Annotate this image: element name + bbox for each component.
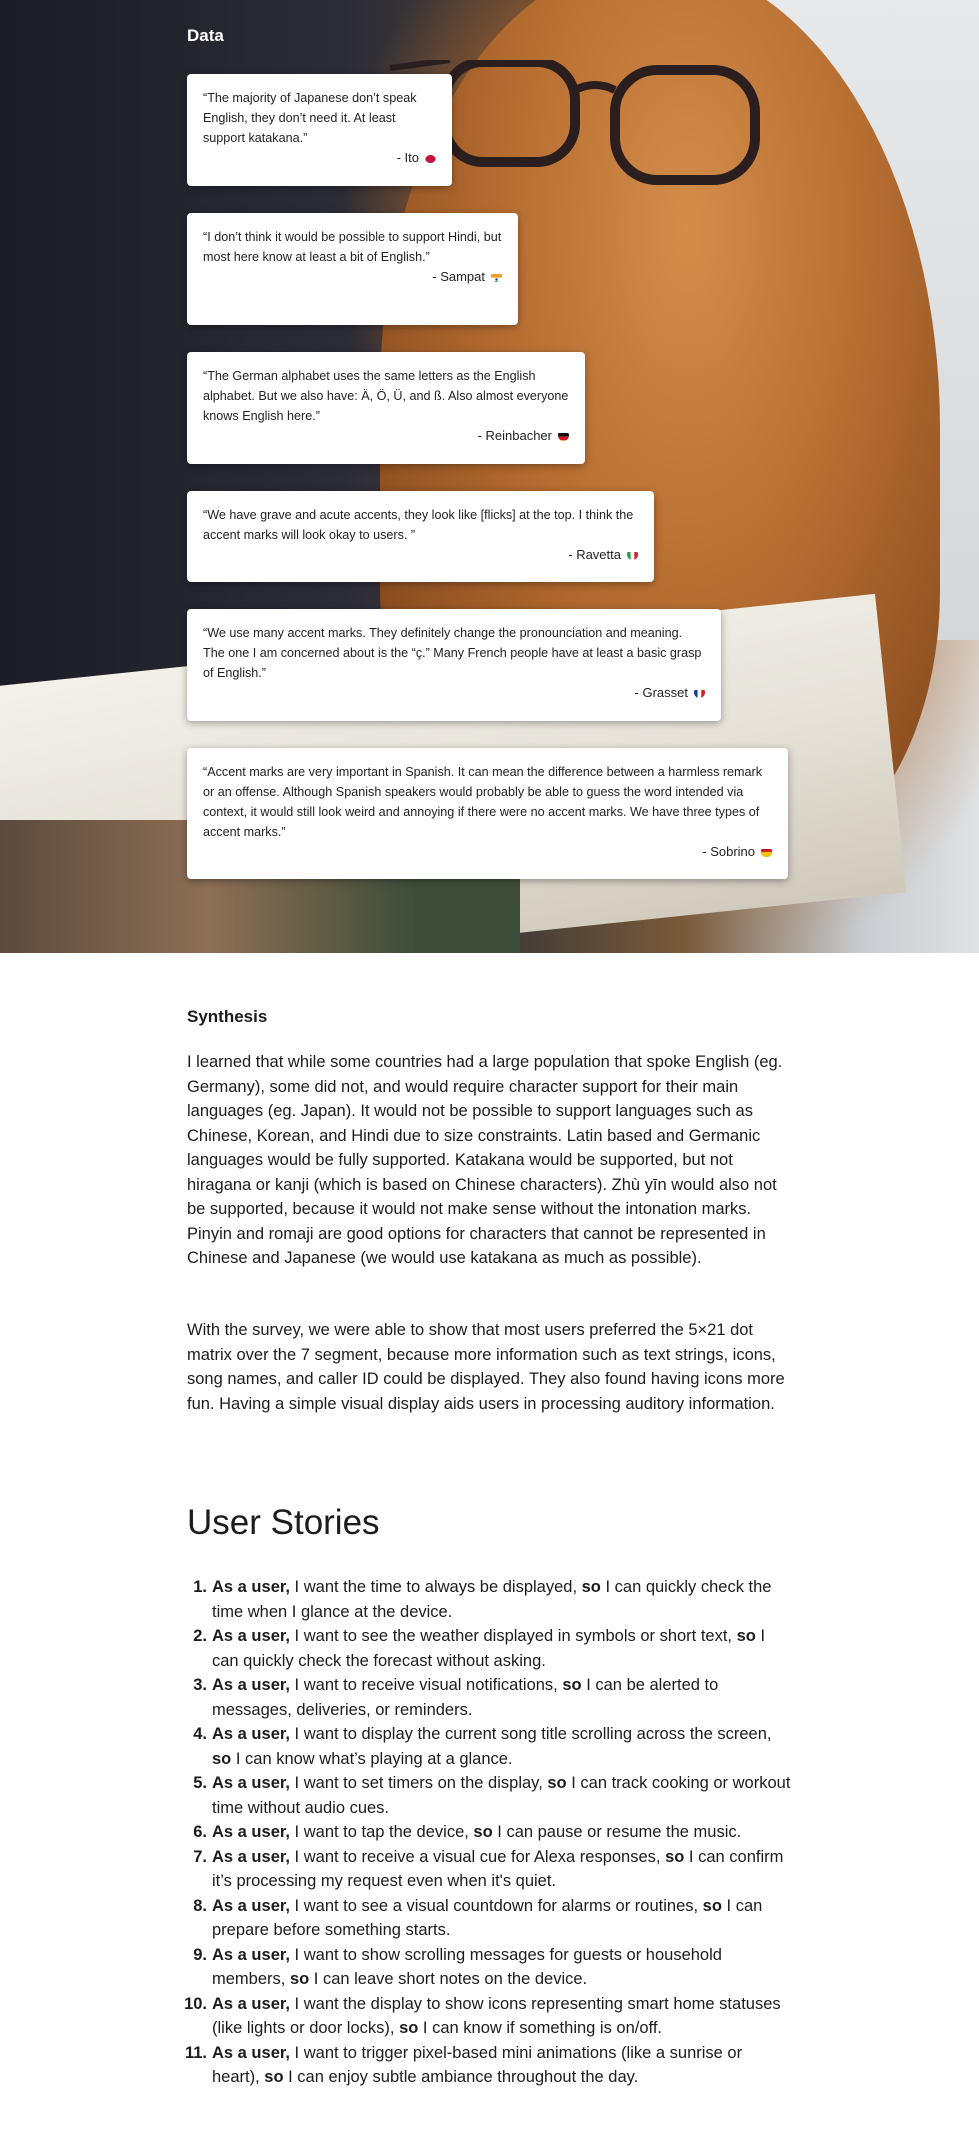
story-lead: As a user, [212,1945,290,1964]
list-item [184,1992,792,2041]
story-lead: As a user, [212,1774,290,1792]
list-number: 11. [184,2043,207,2062]
story-benefit: I can track cooking or workout time without audio cues. [212,1774,791,1817]
story-benefit: I can know if something is on/off. [418,2019,662,2037]
story-so: so [264,2068,284,2086]
quote-card-grasset [187,609,721,721]
list-number: 3. [193,1676,207,1694]
story-so: so [289,1970,310,1988]
quote-text: “The German alphabet uses the same letters as the English alphabet. But we also have: Ä, Ö, Ü, and ß. Also almost everyone knows English here.” [203,369,569,423]
synthesis-heading: Synthesis [187,1007,268,1026]
story-want: I want to trigger pixel-based mini animations (like a sunrise or heart), [212,2043,743,2086]
story-so: so [581,1578,601,1596]
india-flag-icon [491,271,502,282]
story-want: I want to receive visual notifications, [289,1676,563,1694]
user-stories-list [184,1575,792,2090]
list-item [187,1624,792,1673]
list-item [187,1722,792,1771]
quote-author-name: - Ito [396,150,419,165]
story-benefit: I can pause or resume the music. [492,1823,742,1841]
quote-author [203,683,705,703]
list-item [187,1845,792,1894]
story-want: I want to display the current song title scrolling across the screen, [289,1725,772,1743]
story-lead: As a user, [212,1823,290,1841]
list-item [184,2041,792,2090]
list-number: 9. [193,1945,207,1964]
synthesis-paragraph: I learned that while some countries had a large population that spoke English (eg. Germany), some did not, and would require character support for their main languages (eg. Japan). It would not be possible to support languages such as Chinese, Korean, and Hindi due to size constraints. Latin based and Germanic languages would be fully supported. Katakana would be supported, but not hiragana or kanji (which is based on Chinese characters). Zhù yīn would also not be supported, because it would not make sense without the intonation marks. Pinyin and romaji are good options for characters that cannot be represented in Chinese and Japanese (we would use katakana as much as possible). [187,1053,783,1267]
story-lead: As a user, [212,1578,290,1596]
quote-author-name: - Ravetta [568,547,621,562]
story-benefit: I can leave short notes on the device. [309,1970,588,1988]
quote-author [203,267,502,287]
list-number: 1. [193,1578,207,1596]
story-want: I want to set timers on the display, [289,1774,548,1792]
list-number: 4. [193,1725,207,1743]
story-want: I want to show scrolling messages for guests or household members, [212,1945,722,1988]
list-item [187,1820,792,1845]
list-number: 5. [193,1774,207,1792]
story-want: I want the display to show icons representing smart home statuses (like lights or door locks), [212,1994,781,2037]
quote-author [203,148,436,168]
story-want: I want to tap the device, [289,1823,474,1841]
story-lead: As a user, [212,1676,290,1694]
story-benefit: I can prepare before something starts. [212,1896,763,1939]
quote-author-name: - Reinbacher [477,428,552,443]
japan-flag-icon [425,152,436,163]
list-number: 8. [193,1896,207,1915]
story-so: so [665,1847,685,1866]
story-lead: As a user, [212,2043,290,2062]
quote-card-sampat [187,213,518,325]
quote-text: “We use many accent marks. They definitely change the pronounciation and meaning. The one I am concerned about is the “ç.” Many French people have at least a basic grasp of English.” [203,626,702,680]
spain-flag-icon [761,846,772,857]
quote-card-ito [187,74,452,186]
quote-card-reinbacher [187,352,585,464]
story-want: I want to see a visual countdown for alarms or routines, [289,1896,703,1915]
story-want: I want to receive a visual cue for Alexa responses, [289,1847,666,1866]
list-item [187,1894,792,1943]
france-flag-icon [694,687,705,698]
list-number: 7. [193,1847,207,1866]
story-so: so [702,1896,722,1915]
story-lead: As a user, [212,1725,290,1743]
quote-text: “I don’t think it would be possible to support Hindi, but most here know at least a bit of English.” [203,230,502,264]
story-lead: As a user, [212,1847,290,1866]
user-stories-heading: User Stories [187,1503,380,1542]
story-so: so [473,1823,493,1841]
list-item [187,1943,792,1992]
story-lead: As a user, [212,1896,290,1915]
story-benefit: I can quickly check the time when I glance at the device. [212,1578,772,1621]
story-benefit: I can be alerted to messages, deliveries, or reminders. [212,1676,719,1719]
story-so: so [562,1676,582,1694]
list-item [187,1771,792,1820]
italy-flag-icon [627,549,638,560]
story-want: I want the time to always be displayed, [289,1578,582,1596]
quote-card-ravetta [187,491,654,582]
quote-card-sobrino [187,748,788,879]
list-number: 2. [193,1627,207,1645]
quote-author-name: - Sampat [432,269,485,284]
quote-text: “Accent marks are very important in Spanish. It can mean the difference between a harmless remark or an offense. Although Spanish speakers would probably be able to guess the word intended via context, it would still look weird and annoying if there were no accent marks. We have three types of accent marks.” [203,765,763,839]
hero-photo-section [0,0,979,953]
quote-author [203,545,638,565]
story-benefit: I can quickly check the forecast without asking. [212,1627,766,1670]
quote-author-name: - Grasset [634,685,688,700]
story-want: I want to see the weather displayed in symbols or short text, [289,1627,737,1645]
list-item [187,1673,792,1722]
story-benefit: I can know what’s playing at a glance. [231,1749,513,1768]
story-lead: As a user, [212,1994,290,2013]
quote-author [203,842,772,862]
story-benefit: I can enjoy subtle ambiance throughout the day. [283,2068,639,2086]
story-lead: As a user, [212,1627,290,1645]
quote-author-name: - Sobrino [702,844,755,859]
quote-text: “The majority of Japanese don’t speak English, they don’t need it. At least support katakana.” [203,91,417,145]
story-benefit: I can confirm it’s processing my request even when it's quiet. [212,1847,784,1890]
story-so: so [736,1627,756,1645]
list-number: 6. [193,1823,207,1841]
synthesis-paragraph: With the survey, we were able to show that most users preferred the 5×21 dot matrix over the 7 segment, because more information such as text strings, icons, song names, and caller ID could be displayed. They also found having icons more fun. Having a simple visual display aids users in processing auditory information. [187,1321,785,1413]
story-so: so [212,1749,232,1768]
germany-flag-icon [558,430,569,441]
story-so: so [547,1774,567,1792]
quote-text: “We have grave and acute accents, they look like [flicks] at the top. I think the accent marks will look okay to users. ” [203,508,634,542]
list-number: 10. [184,1994,207,2013]
data-section-title: Data [187,26,224,45]
quote-author [203,426,569,446]
list-item [187,1575,792,1624]
story-so: so [399,2019,419,2037]
